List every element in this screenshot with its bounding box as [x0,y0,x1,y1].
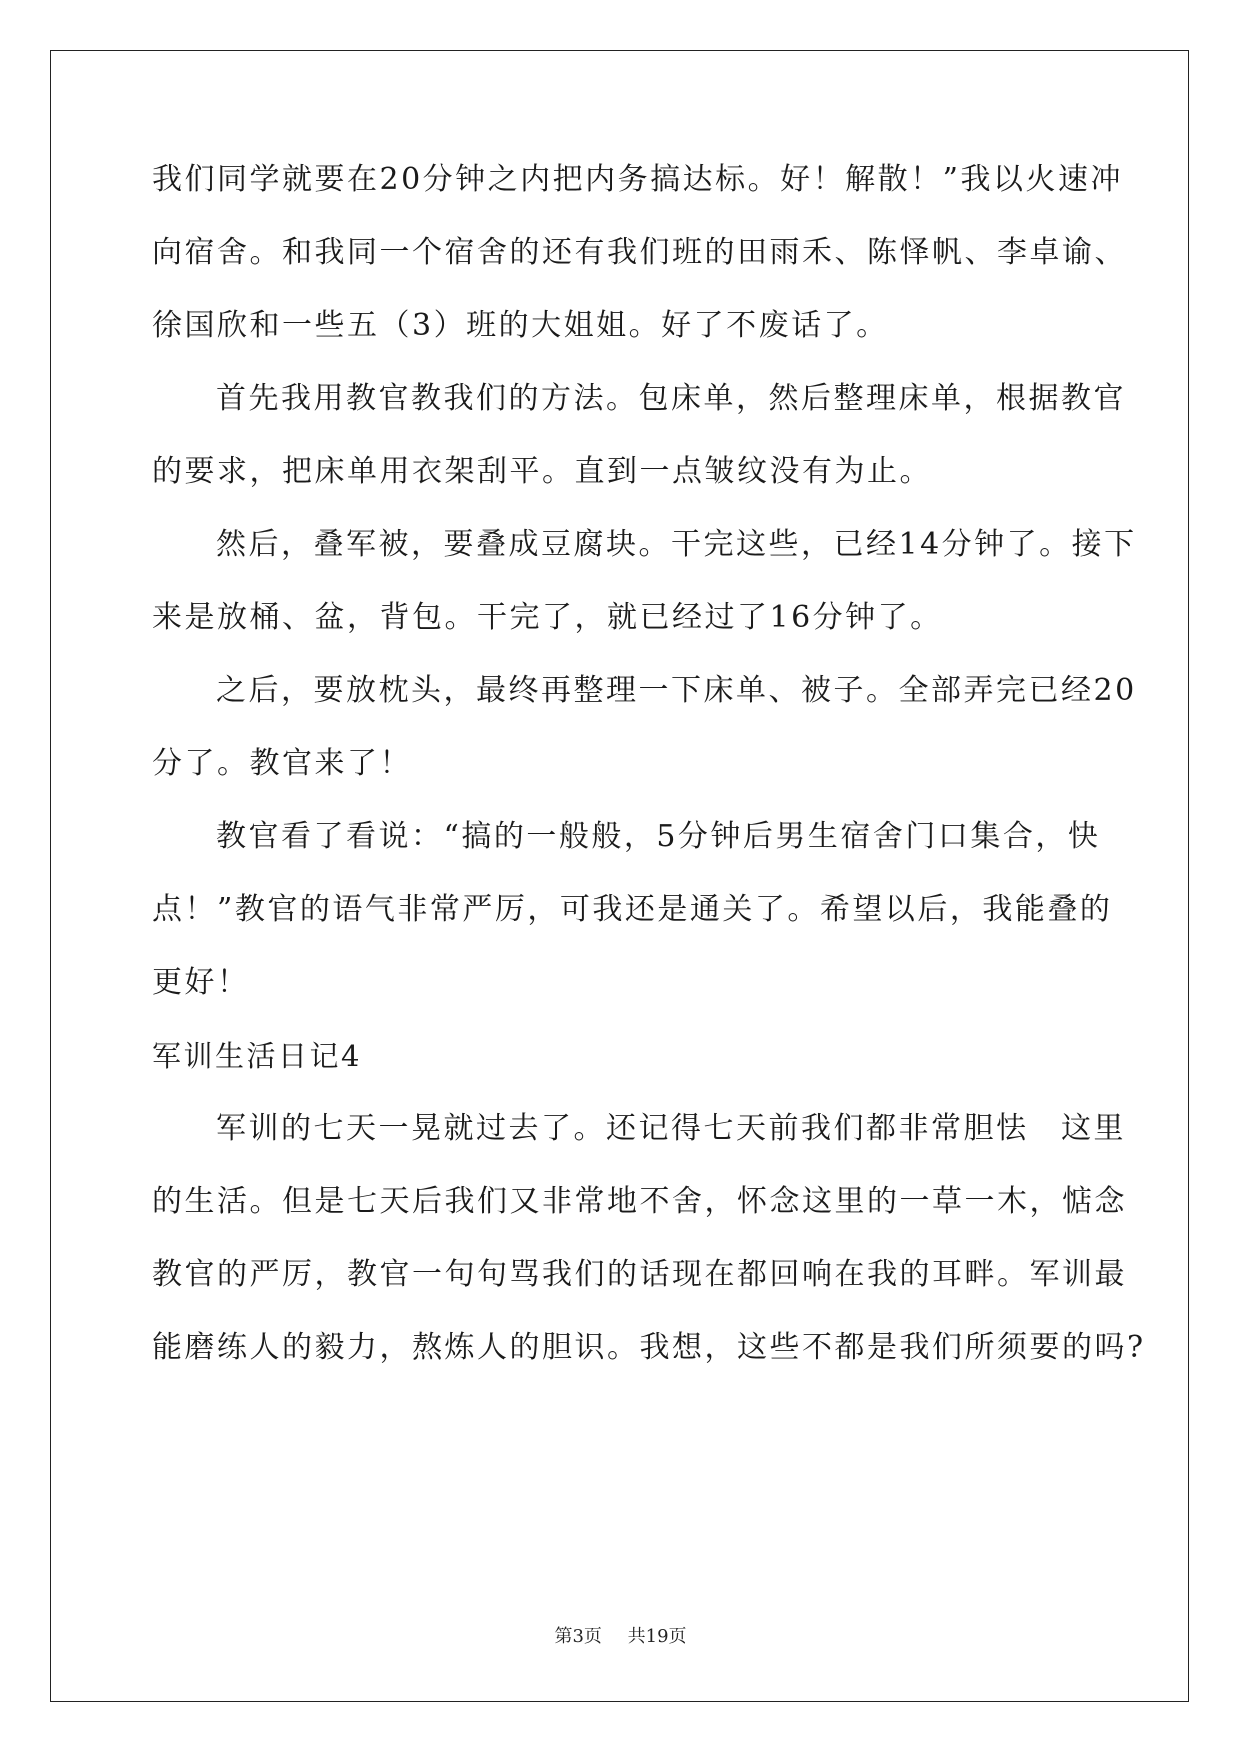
text-line: 教官的严厉，教官一句句骂我们的话现在都回响在我的耳畔。军训最 [152,1257,1127,1292]
text-line: 之后，要放枕头，最终再整理一下床单、被子。全部弄完已经20 [216,673,1137,708]
text-line: 能磨练人的毅力，熬炼人的胆识。我想，这些不都是我们所须要的吗? [152,1330,1146,1365]
text-line: 徐国欣和一些五（3）班的大姐姐。好了不废话了。 [152,308,889,343]
text-line: 我们同学就要在20分钟之内把内务搞达标。好！解散！”我以火速冲 [152,162,1124,197]
page-number: 第3页 [554,1626,602,1647]
text-line: 来是放桶、盆，背包。干完了，就已经过了16分钟了。 [152,600,943,635]
section-heading: 军训生活日记4 [152,1039,362,1073]
text-line: 的要求，把床单用衣架刮平。直到一点皱纹没有为止。 [152,454,932,489]
text-line: 教官看了看说：“搞的一般般，5分钟后男生宿舍门口集合，快 [216,819,1101,854]
text-line: 分了。教官来了！ [152,746,412,781]
page-footer [0,1622,1241,1648]
text-line: 向宿舍。和我同一个宿舍的还有我们班的田雨禾、陈怿帆、李卓谕、 [152,235,1127,270]
page-total: 共19页 [627,1626,687,1647]
text-line: 更好！ [152,965,250,1000]
text-line: 然后，叠军被，要叠成豆腐块。干完这些，已经14分钟了。接下 [216,527,1137,562]
page-border [50,50,1189,1702]
text-line: 的生活。但是七天后我们又非常地不舍，怀念这里的一草一木，惦念 [152,1184,1127,1219]
text-line: 首先我用教官教我们的方法。包床单，然后整理床单，根据教官 [216,381,1126,416]
text-line: 军训的七天一晃就过去了。还记得七天前我们都非常胆怯 这里 [216,1111,1126,1146]
text-line: 点！”教官的语气非常严厉，可我还是通关了。希望以后，我能叠的 [152,892,1113,927]
